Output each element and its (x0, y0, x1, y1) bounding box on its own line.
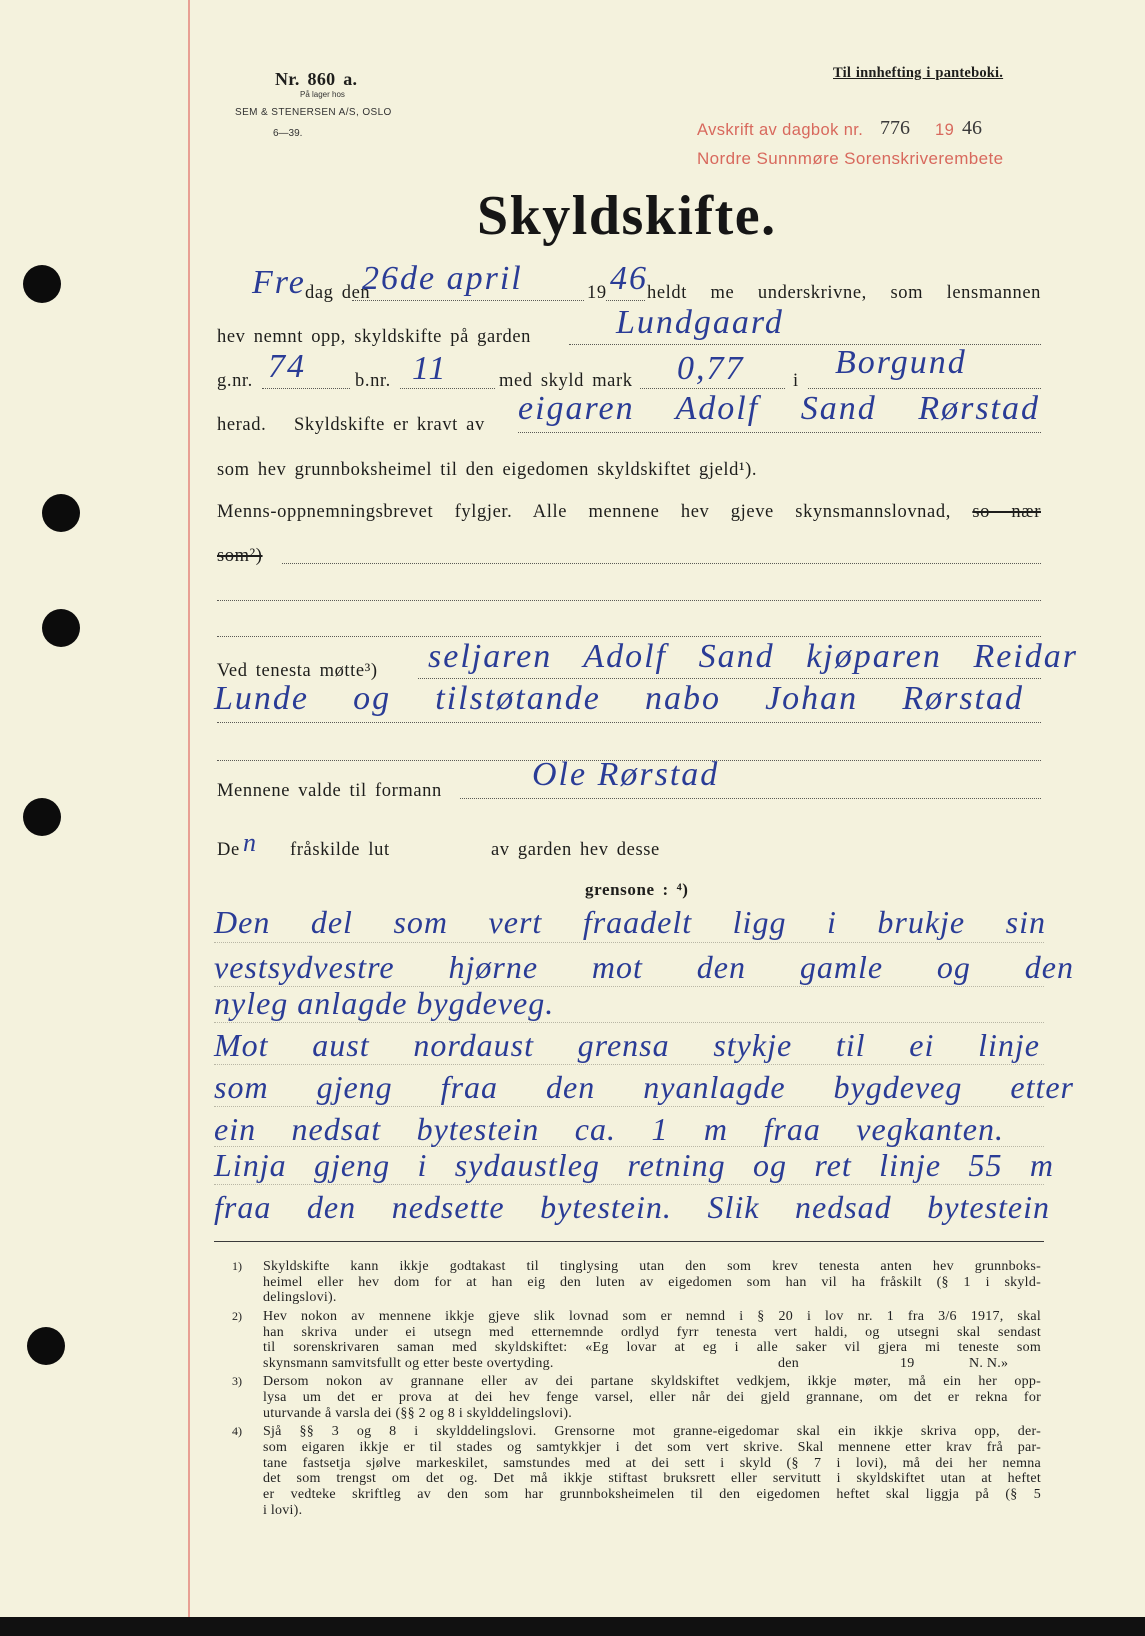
footnote-marker: 4) (232, 1424, 242, 1439)
appointment-struck: so nær (972, 502, 1041, 522)
label-av-garden: av garden hev desse (491, 840, 660, 860)
footnote-line: han skriva under ei utsegn med etternemnde ordlyd fyrr tenesta vert haldi, og utsegni skal sendast (263, 1324, 1041, 1340)
dotted-leader (569, 344, 1041, 345)
ruled-line (214, 942, 1044, 943)
dotted-leader (606, 300, 645, 301)
footnote-line: Sjå §§ 3 og 8 i skylddelingslovi. Grensorne mot granne-eigedomar skal ein ikkje skriva opp, der- (263, 1424, 1041, 1440)
dotted-leader (352, 300, 584, 301)
attendees-handwritten-2: Lunde og tilstøtande nabo Johan Rørstad (214, 680, 1024, 717)
year-handwritten: 46 (610, 260, 648, 297)
label-garden: hev nemnt opp, skyldskifte på garden (217, 327, 532, 347)
footnote-body (263, 1259, 1041, 1306)
label-i: i (793, 371, 799, 391)
year-prefix: 19 (587, 283, 607, 303)
footnote-line: Hev nokon av mennene ikkje gjeve slik lovnad som er nemnd i § 20 i lov nr. 1 fra 3/6 1917, skal (263, 1308, 1041, 1324)
punch-hole (42, 609, 80, 647)
dotted-leader (217, 600, 1041, 601)
footnote-body (263, 1309, 1041, 1372)
label-gnr: g.nr. (217, 371, 253, 391)
binding-note: Til innhefting i panteboki. (833, 65, 1004, 81)
requester-handwritten: eigaren Adolf Sand Rørstad (518, 390, 1040, 427)
footnote-oath-line (263, 1356, 1041, 1372)
boundary-line-7: Linja gjeng i sydaustleg retning og ret linje 55 m (214, 1147, 1054, 1183)
chairman-handwritten: Ole Rørstad (532, 756, 720, 793)
footnote-line: til sorenskrivaren saman med skyldskiftet: «Eg lovar at eg i alle saker vil gjera mi teneste som (263, 1340, 1041, 1356)
stamp-year-suffix: 46 (962, 117, 982, 139)
dotted-leader (640, 388, 785, 389)
footnote-line: det som trengst om det og. Det må ikkje stiftast bruksrett eller servitutt i skyldskiftet utan at heftet (263, 1471, 1041, 1487)
footnote-marker: 2) (232, 1308, 242, 1323)
dotted-leader (262, 388, 350, 389)
punch-hole (23, 265, 61, 303)
boundary-line-2: vestsydvestre hjørne mot den gamle og den (214, 949, 1074, 985)
footnote-body (263, 1424, 1041, 1518)
punch-hole (27, 1327, 65, 1365)
label-de: De (217, 840, 240, 860)
footnote-marker: 3) (232, 1374, 242, 1389)
skyld-handwritten: 0,77 (677, 350, 745, 387)
weekday-handwritten: Fre (252, 264, 306, 301)
label-bnr: b.nr. (355, 371, 391, 391)
label-kravt-av: Skyldskifte er kravt av (294, 415, 485, 435)
footnote-body (263, 1374, 1041, 1421)
appointment-text (217, 503, 1041, 522)
footnote-line: tane fastsetja sjølve markeskilet, samstundes med at dei sett i skyld (§ 7 i lovi), må dei her nemna (263, 1455, 1041, 1471)
footnote-line-text: skynsmann samvitsfullt og etter beste overtyding. (263, 1355, 554, 1371)
boundaries-heading: grensone : ⁴) (585, 880, 689, 899)
oath-den: den (778, 1355, 799, 1371)
ruled-line (214, 1022, 1044, 1023)
label-herad: herad. (217, 415, 267, 435)
boundary-line-1: Den del som vert fraadelt ligg i brukje sin (214, 904, 1046, 940)
gnr-handwritten: 74 (268, 348, 306, 385)
oath-year: 19 (900, 1355, 915, 1371)
dotted-leader (460, 798, 1041, 799)
ruled-line (214, 1106, 1044, 1107)
punch-hole (23, 798, 61, 836)
boundary-line-6: ein nedsat bytestein ca. 1 m fraa vegkanten. (214, 1111, 1004, 1147)
dotted-leader (217, 636, 1041, 637)
dotted-leader (808, 388, 1041, 389)
footnote-line: Skyldskifte kann ikkje godtakast til tinglysing utan den som krev tenesta anten hev grunnboks- (263, 1259, 1041, 1274)
boundary-line-4: Mot aust nordaust grensa stykje til ei linje (214, 1027, 1040, 1063)
footnote-line: i lovi). (263, 1502, 303, 1518)
boundary-line-8: fraa den nedsette bytestein. Slik nedsad bytestein (214, 1189, 1050, 1225)
form-number: Nr. 860 a. (275, 69, 358, 89)
ruled-line (214, 1064, 1044, 1065)
label-lut: fråskilde lut (290, 840, 390, 860)
stamp-entry-number: 776 (880, 117, 910, 139)
page-title: Skyldskifte. (477, 185, 777, 247)
stamp-office: Nordre Sunnmøre Sorenskriverembete (697, 149, 1004, 168)
stamp-year-prefix: 19 (935, 121, 955, 139)
dotted-leader (217, 722, 1041, 723)
dotted-leader (282, 563, 1041, 564)
footnote-line: uturvande å varsla dei (§§ 2 og 8 i skylddelingslovi). (263, 1405, 572, 1421)
footnote-line: som eigaren ikkje er til stades og samtykkjer i det som vert skrive. Skal mennene etter krav frå par- (263, 1440, 1041, 1456)
footnote-line: lysa um det er prova at dei hev fenge varsel, eller når dei gjeld grannane, om det er rekna for (263, 1390, 1041, 1406)
red-margin-line (188, 0, 190, 1617)
scan-edge (0, 1617, 1145, 1636)
ruled-line (214, 1184, 1044, 1185)
boundary-line-3: nyleg anlagde bygdeveg. (214, 985, 555, 1021)
title-holder-text: som hev grunnboksheimel til den eigedomen skyldskiftet gjeld¹). (217, 460, 758, 480)
label-dag-den: dag den (305, 283, 371, 303)
appointment-main: Menns-oppnemningsbrevet fylgjer. Alle mennene hev gjeve skynsmannslovnad, (217, 502, 951, 522)
label-heldt: heldt me underskrivne, som lensmannen (647, 283, 1041, 303)
label-skyld: med skyld mark (499, 371, 633, 391)
print-date: 6—39. (273, 128, 303, 139)
attendees-handwritten: seljaren Adolf Sand kjøparen Reidar (428, 638, 1078, 675)
municipality-handwritten: Borgund (835, 344, 967, 381)
footnote-3 (232, 1374, 1042, 1421)
date-handwritten: 26de april (362, 260, 523, 297)
dotted-leader (400, 388, 495, 389)
punch-hole (42, 494, 80, 532)
supplier-name: SEM & STENERSEN A/S, OSLO (235, 107, 392, 118)
footnotes (232, 1259, 1042, 1518)
label-tenesta: Ved tenesta møtte³) (217, 661, 378, 681)
footnote-line: delingslovi). (263, 1290, 337, 1306)
dotted-leader (518, 432, 1041, 433)
footnote-line: er vedteke skriftleg av den som har grunnboksheimelen til den eigedomen heftet skal liggja på (§ 5 (263, 1486, 1041, 1502)
footnote-1 (232, 1259, 1042, 1306)
stamp-label: Avskrift av dagbok nr. (697, 121, 864, 139)
footnote-2 (232, 1309, 1042, 1372)
label-formann: Mennene valde til formann (217, 781, 442, 801)
de-handwritten: n (243, 828, 258, 857)
farm-handwritten: Lundgaard (616, 304, 784, 341)
footnote-4 (232, 1424, 1042, 1518)
dotted-leader (418, 678, 1041, 679)
footnote-line: heimel eller hev dom for at han eig den luten av eigedomen som han vil ha fråskilt (§ 1 i skyld- (263, 1274, 1041, 1290)
bnr-handwritten: 11 (412, 350, 448, 387)
footnote-marker: 1) (232, 1259, 242, 1273)
section-divider (214, 1241, 1044, 1242)
boundary-line-5: som gjeng fraa den nyanlagde bygdeveg etter (214, 1069, 1074, 1105)
footnote-line: Dersom nokon av grannane eller av dei partane skyldskiftet vedkjem, ikkje møter, må ein her opp- (263, 1374, 1041, 1390)
struck-som: som²) (217, 546, 263, 566)
supplier-note: På lager hos (300, 90, 345, 99)
oath-signature: N. N.» (969, 1355, 1009, 1371)
